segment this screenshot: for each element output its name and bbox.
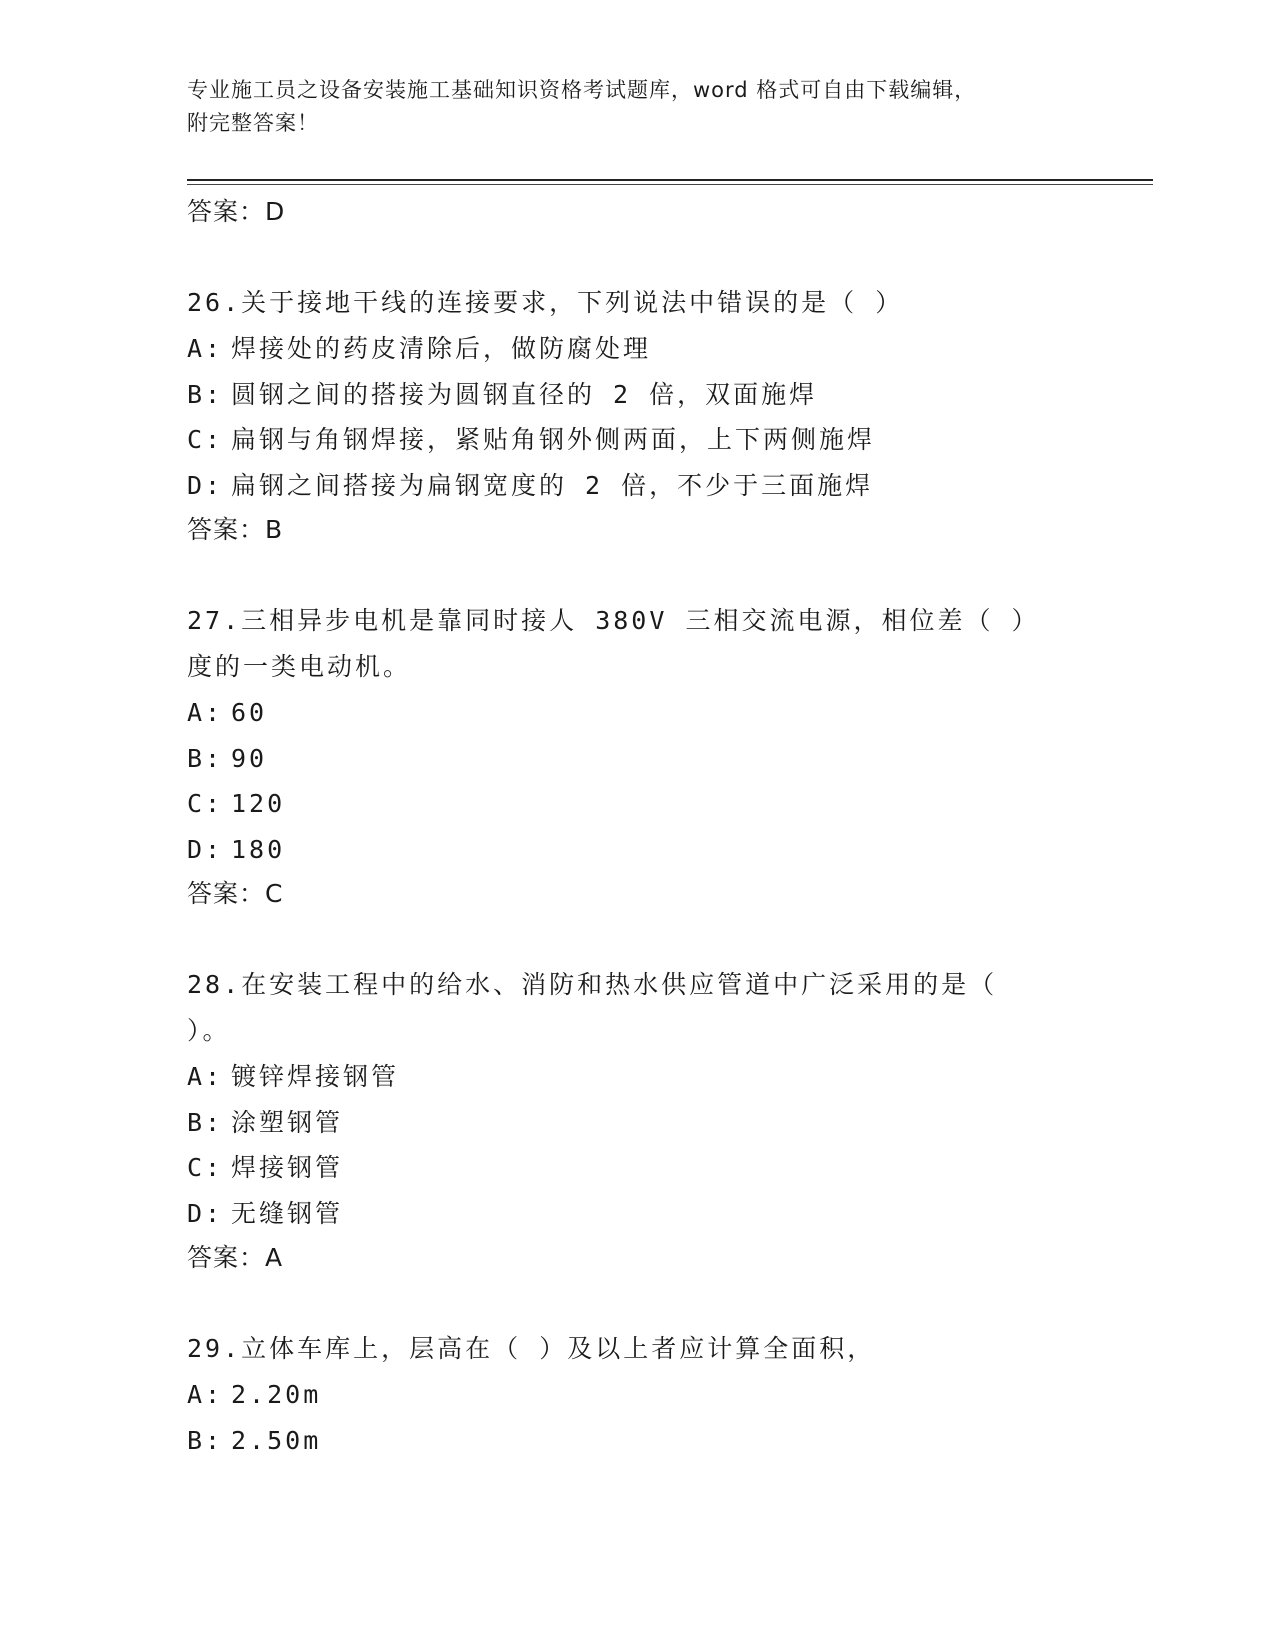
question-stem: 28.在安装工程中的给水、消防和热水供应管道中广泛采用的是（ ）。 (187, 970, 998, 1045)
document-header (187, 74, 1087, 140)
option-label: D: (187, 1198, 224, 1228)
answer-line: 答案：C (187, 879, 284, 908)
option-label: A: (187, 334, 224, 363)
option-c (187, 1145, 1157, 1191)
option-b (187, 372, 1157, 418)
option-b (187, 1100, 1157, 1146)
answer-line: 答案：A (187, 1243, 284, 1272)
option-label: C: (187, 425, 224, 454)
option-label: A: (187, 1062, 224, 1091)
option-label: D: (187, 470, 224, 500)
option-label: D: (187, 834, 224, 864)
option-label: C: (187, 789, 224, 818)
question-26 (187, 280, 1157, 552)
option-d (187, 1191, 1157, 1237)
option-b (187, 1418, 1157, 1464)
option-label: C: (187, 1153, 224, 1182)
option-c (187, 417, 1157, 463)
option-text: 2.50m (231, 1425, 322, 1455)
option-text: 扁钢之间搭接为扁钢宽度的 2 倍，不少于三面施焊 (231, 470, 874, 500)
option-c (187, 781, 1157, 827)
option-label: B: (187, 1425, 224, 1455)
option-d (187, 827, 1157, 873)
option-text: 圆钢之间的搭接为圆钢直径的 2 倍，双面施焊 (231, 379, 818, 409)
question-29 (187, 1326, 1157, 1463)
option-text: 焊接处的药皮清除后，做防腐处理 (231, 334, 652, 363)
header-rule-thick (187, 179, 1153, 181)
answer-line: 答案：D (187, 197, 286, 226)
option-d (187, 463, 1157, 509)
option-text: 镀锌焊接钢管 (231, 1062, 400, 1091)
option-a (187, 326, 1157, 372)
header-line-1: 专业施工员之设备安装施工基础知识资格考试题库，word 格式可自由下载编辑， (187, 78, 977, 102)
option-a (187, 1054, 1157, 1100)
option-text: 涂塑钢管 (231, 1107, 344, 1137)
option-text: 90 (231, 743, 268, 773)
question-stem: 26.关于接地干线的连接要求，下列说法中错误的是（ ） (187, 288, 904, 317)
option-a (187, 690, 1157, 736)
question-28 (187, 962, 1157, 1280)
question-stem: 29.立体车库上，层高在（ ）及以上者应计算全面积， (187, 1334, 876, 1363)
option-label: A: (187, 1380, 224, 1409)
option-text: 焊接钢管 (231, 1153, 344, 1182)
option-b (187, 736, 1157, 782)
answer-line: 答案：B (187, 515, 284, 544)
option-text: 180 (231, 834, 286, 864)
option-text: 2.20m (231, 1380, 322, 1409)
option-label: A: (187, 698, 224, 727)
option-text: 120 (231, 789, 286, 818)
option-text: 无缝钢管 (231, 1198, 344, 1228)
option-text: 60 (231, 698, 268, 727)
option-label: B: (187, 379, 224, 409)
question-stem: 27.三相异步电机是靠同时接人 380V 三相交流电源，相位差（ ）度的一类电动机。 (187, 606, 1040, 681)
option-label: B: (187, 743, 224, 773)
option-a (187, 1372, 1157, 1418)
header-line-2: 附完整答案！ (187, 111, 319, 135)
header-rule-thin (187, 184, 1153, 185)
option-label: B: (187, 1107, 224, 1137)
option-text: 扁钢与角钢焊接，紧贴角钢外侧两面，上下两侧施焊 (231, 425, 876, 454)
question-list (187, 190, 1157, 1463)
question-27 (187, 598, 1157, 916)
